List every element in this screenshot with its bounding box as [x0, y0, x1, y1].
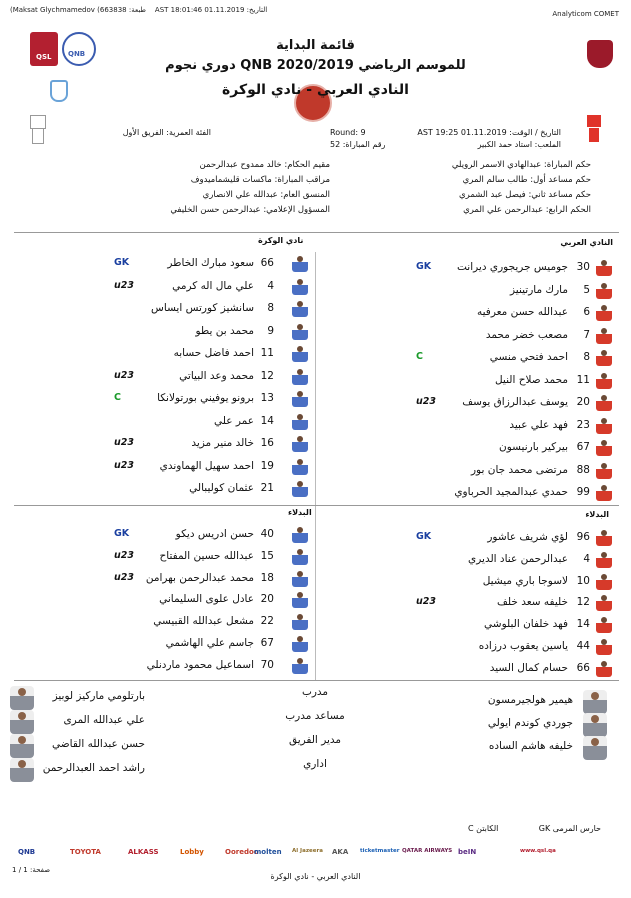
player-number: 9 [267, 324, 274, 337]
league-title: دوري نجوم QNB للموسم الرياضي 2020/2019 [165, 58, 466, 73]
page-number: صفحة: 1 / 1 [12, 866, 51, 874]
player-number: 16 [260, 437, 274, 449]
home-staff-name: خليفه هاشم الساده [488, 740, 573, 752]
player-head-icon [601, 639, 607, 645]
player-head-icon [297, 369, 303, 375]
player-avatar [596, 439, 612, 456]
print-time: AST 18:01:46 التاريخ: 01.11.2019 [154, 6, 268, 14]
away-staff-photo [10, 686, 34, 710]
player-number: 15 [260, 549, 274, 562]
player-tag: u23 [114, 571, 134, 583]
player-head-icon [601, 418, 607, 424]
player-row [316, 637, 616, 657]
player-tag: u23 [416, 396, 436, 407]
player-row [316, 593, 616, 613]
player-number: 11 [576, 373, 590, 386]
player-row [14, 612, 314, 632]
player-row [316, 550, 616, 570]
player-row [14, 479, 314, 499]
staff-head-icon [18, 688, 26, 696]
away-team-label: نادي الوكرة [258, 236, 304, 245]
player-row [316, 326, 616, 346]
player-name: عبدالله حسن معرفيه [477, 306, 568, 318]
player-number: 20 [576, 396, 590, 408]
away-staff-photo [10, 758, 34, 782]
player-number: 22 [260, 615, 274, 628]
player-tag: GK [416, 261, 432, 272]
player-number: 14 [576, 618, 590, 631]
sponsor-logo: TOYOTA [70, 848, 101, 856]
home-staff-name: جوردي كوندم ايولي [487, 717, 573, 729]
player-name: عبدالله حسين المفتاح [159, 549, 254, 562]
player-head-icon [297, 391, 303, 397]
player-head-icon [601, 440, 607, 446]
home-kit-shirt-icon [587, 115, 601, 127]
match-number: رقم المباراة: 52 [330, 140, 386, 149]
player-head-icon [297, 346, 303, 352]
player-name: لاسوجا باري ميشيل [482, 574, 568, 587]
sponsor-logo: ticketmaster [360, 848, 400, 854]
away-staff-photo [10, 734, 34, 758]
player-name: علي مال اله كرمي [172, 279, 254, 292]
player-row [316, 438, 616, 458]
player-avatar [292, 255, 308, 272]
player-row [316, 393, 616, 413]
staff-head-icon [591, 692, 599, 700]
fourth-official: الحكم الرابع: عبدالرحمن علي المري [463, 205, 591, 215]
player-name: مرتضى محمد جان بور [470, 463, 568, 476]
referee: حكم المباراة: عبدالهادي الاسمر الرويلي [451, 160, 591, 170]
player-row [316, 303, 616, 323]
player-tag: GK [114, 528, 130, 539]
player-row [14, 656, 314, 676]
player-tag: u23 [114, 459, 134, 471]
player-number: 5 [583, 283, 590, 296]
player-number: 21 [260, 482, 274, 494]
player-row [14, 389, 314, 409]
player-avatar [596, 551, 612, 568]
staff-head-icon [18, 736, 26, 744]
player-row [316, 258, 616, 278]
player-avatar [596, 417, 612, 434]
referee-assessor: مقيم الحكام: خالد ممدوح عبدالرحمن [199, 160, 330, 170]
player-head-icon [601, 574, 607, 580]
player-number: 7 [583, 328, 590, 341]
media-officer: المسؤول الإعلامي: عبدالرحمن حسن الخليفي [170, 205, 330, 215]
staff-head-icon [18, 760, 26, 768]
player-number: 40 [260, 528, 274, 540]
away-staff-name: راشد احمد العبدالرحمن [42, 762, 145, 774]
player-name: محمد عبدالرحمن بهرامن [145, 571, 254, 584]
player-row [14, 322, 314, 342]
player-head-icon [297, 459, 303, 465]
player-row [14, 547, 314, 567]
player-number: 88 [576, 463, 590, 476]
match-datetime: التاريخ / الوقت: AST 19:25 01.11.2019 [417, 128, 561, 137]
player-number: 12 [576, 596, 590, 609]
staff-head-icon [18, 712, 26, 720]
player-number: 44 [576, 640, 590, 652]
staff-head-icon [591, 738, 599, 746]
officials-right [361, 160, 591, 220]
away-staff-name: علي عبدالله المرى [63, 714, 145, 726]
qnb-logo-text: QNB [68, 50, 86, 58]
player-head-icon [601, 260, 607, 266]
player-row [14, 277, 314, 297]
player-name: حمدي عبدالمجيد الحرباوي [454, 486, 568, 498]
sponsor-logo: QATAR AIRWAYS [402, 848, 453, 854]
player-avatar [596, 660, 612, 677]
player-name: عادل علوى السليماني [159, 593, 254, 606]
age-category: الفئة العمرية: الفريق الأول [122, 128, 211, 137]
player-name: خالد منير مزيد [191, 437, 254, 449]
match-title: النادي العربي - نادي الوكرة [222, 82, 409, 98]
player-avatar [292, 635, 308, 652]
player-name: عبدالرحمن عناد الديري [468, 552, 568, 565]
divider-subs [14, 505, 619, 506]
home-staff-photo [583, 713, 607, 737]
legend-captain: C الكابتن [468, 824, 499, 833]
player-avatar [292, 548, 308, 565]
player-avatar [292, 390, 308, 407]
player-avatar [596, 259, 612, 276]
sponsor-logo: AKA [332, 848, 349, 856]
player-row [316, 348, 616, 368]
player-avatar [292, 278, 308, 295]
divider-top [14, 232, 619, 233]
qsl-logo-text: QSL [36, 53, 52, 61]
home-staff-name: هيمير هولجيرمسون [487, 694, 573, 706]
staff-role: مساعد مدرب [285, 710, 345, 722]
player-name: برونو يوفيني بورتولانكا [157, 392, 254, 404]
player-name: حسن ادريس ديكو [175, 528, 254, 540]
player-head-icon [297, 279, 303, 285]
player-number: 99 [576, 486, 590, 498]
player-head-icon [601, 350, 607, 356]
player-row [316, 528, 616, 548]
player-avatar [596, 616, 612, 633]
away-kit-shorts-icon [32, 128, 44, 144]
player-avatar [596, 327, 612, 344]
player-row [316, 461, 616, 481]
player-row [14, 412, 314, 432]
player-avatar [292, 413, 308, 430]
player-head-icon [601, 530, 607, 536]
player-row [316, 659, 616, 679]
start-list-title: قائمة البداية [276, 38, 355, 53]
away-kit-shirt-icon [30, 115, 46, 129]
analyticom-label: Analyticom COMET [552, 10, 619, 18]
sponsor-logo: www.qsl.qa [520, 848, 556, 854]
player-row [316, 281, 616, 301]
player-number: 70 [260, 658, 274, 671]
player-head-icon [297, 636, 303, 642]
player-number: 19 [260, 459, 274, 472]
officials-left [160, 160, 330, 220]
player-row [14, 344, 314, 364]
player-number: 11 [260, 347, 274, 359]
sponsor-logo: molten [254, 848, 282, 856]
player-head-icon [297, 658, 303, 664]
player-number: 12 [260, 369, 274, 382]
player-head-icon [297, 571, 303, 577]
home-kit-shorts-icon [589, 128, 599, 142]
home-team-label: النادي العربي [560, 238, 613, 247]
player-avatar [596, 573, 612, 590]
player-tag: u23 [416, 596, 436, 608]
player-row [316, 483, 616, 503]
player-name: اسماعيل محمود ماردنلي [146, 658, 254, 671]
player-head-icon [601, 552, 607, 558]
player-number: 67 [260, 637, 274, 649]
player-number: 20 [260, 593, 274, 606]
player-row [14, 525, 314, 545]
player-number: 96 [576, 531, 590, 543]
player-avatar [596, 372, 612, 389]
sponsor-logo: beIN [458, 848, 477, 856]
player-avatar [292, 323, 308, 340]
away-staff-name: بارتلومي ماركيز لوبيز [52, 690, 145, 702]
player-row [14, 299, 314, 319]
player-head-icon [601, 595, 607, 601]
player-number: 8 [583, 351, 590, 363]
player-name: محمد وعد البياتي [179, 369, 254, 382]
player-name: خليفه سعد خلف [497, 596, 568, 609]
player-row [14, 590, 314, 610]
player-number: 6 [583, 306, 590, 318]
player-avatar [596, 304, 612, 321]
home-staff-photo [583, 736, 607, 760]
assistant-referee-1: حكم مساعد أول: طالب سالم المري [462, 175, 591, 185]
player-name: فهد خلفان البلوشي [484, 618, 568, 631]
player-avatar [596, 462, 612, 479]
player-avatar [596, 638, 612, 655]
player-avatar [596, 394, 612, 411]
sponsor-logo: Ooredoo [225, 848, 259, 856]
player-head-icon [297, 414, 303, 420]
player-name: مشعل عبدالله القبيسي [153, 615, 254, 628]
player-name: محمد صلاح النيل [494, 373, 568, 386]
player-number: 66 [576, 661, 590, 674]
player-row [14, 254, 314, 274]
divider-staff [14, 680, 619, 681]
player-head-icon [601, 485, 607, 491]
player-avatar [292, 570, 308, 587]
player-number: 30 [576, 261, 590, 273]
general-coordinator: المنسق العام: عبدالله علي الانصاري [202, 190, 330, 200]
player-tag: u23 [114, 549, 134, 561]
sponsor-logo: Al Jazeera [292, 848, 323, 854]
away-subs-label: البدلاء [288, 508, 312, 517]
player-avatar [292, 300, 308, 317]
player-avatar [596, 349, 612, 366]
player-number: 18 [260, 571, 274, 584]
player-tag: u23 [114, 369, 134, 381]
player-tag: GK [114, 257, 130, 268]
player-number: 23 [576, 418, 590, 431]
player-head-icon [297, 549, 303, 555]
player-row [14, 569, 314, 589]
player-avatar [596, 282, 612, 299]
player-number: 14 [260, 414, 274, 427]
player-head-icon [297, 592, 303, 598]
staff-role: مدير الفريق [288, 734, 342, 746]
player-avatar [596, 594, 612, 611]
player-name: فهد علي عبيد [509, 418, 568, 431]
sponsor-logo: ALKASS [128, 848, 159, 856]
player-name: سعود مبارك الخاطر [167, 257, 254, 269]
player-row [14, 367, 314, 387]
player-number: 67 [576, 441, 590, 453]
player-name: حسام كمال السيد [489, 661, 568, 674]
staff-role: اداري [303, 758, 327, 770]
player-name: جاسم علي الهاشمي [165, 637, 254, 649]
staff-head-icon [591, 715, 599, 723]
player-row [14, 434, 314, 454]
player-row [14, 634, 314, 654]
player-name: ياسين يعقوب درزاده [478, 640, 568, 652]
player-head-icon [297, 614, 303, 620]
player-number: 4 [583, 552, 590, 565]
player-avatar [292, 613, 308, 630]
player-head-icon [601, 283, 607, 289]
player-avatar [292, 435, 308, 452]
player-name: بيركير بارنيسون [499, 441, 568, 453]
player-row [316, 371, 616, 391]
player-row [316, 416, 616, 436]
player-tag: GK [416, 531, 432, 542]
player-name: مصعب خضر محمد [485, 328, 568, 341]
sponsor-logo: Lobby [180, 848, 204, 856]
player-number: 13 [260, 392, 274, 404]
player-head-icon [601, 328, 607, 334]
player-head-icon [297, 527, 303, 533]
player-avatar [596, 529, 612, 546]
player-name: محمد بن يطو [195, 324, 254, 337]
player-avatar [292, 368, 308, 385]
sponsor-logo: QNB [18, 848, 36, 856]
player-tag: u23 [114, 279, 134, 291]
player-avatar [292, 657, 308, 674]
player-name: احمد فتحي منسي [489, 351, 568, 363]
away-staff-photo [10, 710, 34, 734]
player-name: لؤي شريف عاشور [487, 531, 568, 543]
assistant-referee-2: حكم مساعد ثاني: فيصل عبد الشمري [459, 190, 591, 200]
player-tag: C [416, 351, 423, 362]
player-number: 4 [267, 279, 274, 292]
match-round: Round: 9 [330, 128, 366, 137]
player-avatar [292, 526, 308, 543]
player-head-icon [297, 481, 303, 487]
player-head-icon [601, 373, 607, 379]
player-number: 8 [267, 302, 274, 314]
player-head-icon [601, 305, 607, 311]
player-number: 66 [260, 257, 274, 269]
staff-role: مدرب [301, 686, 329, 698]
player-tag: C [114, 392, 121, 403]
player-tag: u23 [114, 437, 134, 448]
player-name: جوميس جريجوري ديرانت [456, 261, 568, 273]
player-number: 10 [576, 574, 590, 587]
player-row [14, 457, 314, 477]
home-staff-photo [583, 690, 607, 714]
player-row [316, 615, 616, 635]
player-name: عمر علي [214, 414, 254, 427]
match-commissioner: مراقب المباراة: ماكسات قليشماميدوف [190, 175, 330, 185]
match-stadium: الملعب: استاد حمد الكبير [477, 140, 561, 149]
player-name: مارك مارتينيز [509, 283, 568, 296]
player-name: احمد سهيل الهماوندي [159, 459, 254, 472]
player-name: عثمان كوليبالي [189, 482, 254, 494]
player-head-icon [297, 301, 303, 307]
player-head-icon [601, 617, 607, 623]
away-staff-name: حسن عبدالله القاضي [52, 738, 145, 750]
player-name: سانشيز كورتس ايساس [151, 302, 254, 314]
player-avatar [596, 484, 612, 501]
player-avatar [292, 458, 308, 475]
footer-match-name: النادي العربي - نادي الوكرة [270, 872, 361, 881]
player-head-icon [601, 395, 607, 401]
player-head-icon [601, 661, 607, 667]
player-avatar [292, 591, 308, 608]
player-head-icon [297, 324, 303, 330]
player-name: احمد فاضل حسابه [173, 347, 254, 359]
printed-by: (Maksat Glychmamedov (663838 :طبعة [10, 6, 147, 14]
print-info [10, 6, 267, 14]
legend-goalkeeper: GK حارس المرمى [538, 824, 601, 833]
player-head-icon [297, 256, 303, 262]
player-head-icon [601, 463, 607, 469]
home-subs-label: البدلاء [585, 510, 609, 519]
player-name: يوسف عبدالرزاق يوسف [462, 396, 568, 408]
player-head-icon [297, 436, 303, 442]
player-avatar [292, 480, 308, 497]
player-avatar [292, 345, 308, 362]
player-row [316, 572, 616, 592]
